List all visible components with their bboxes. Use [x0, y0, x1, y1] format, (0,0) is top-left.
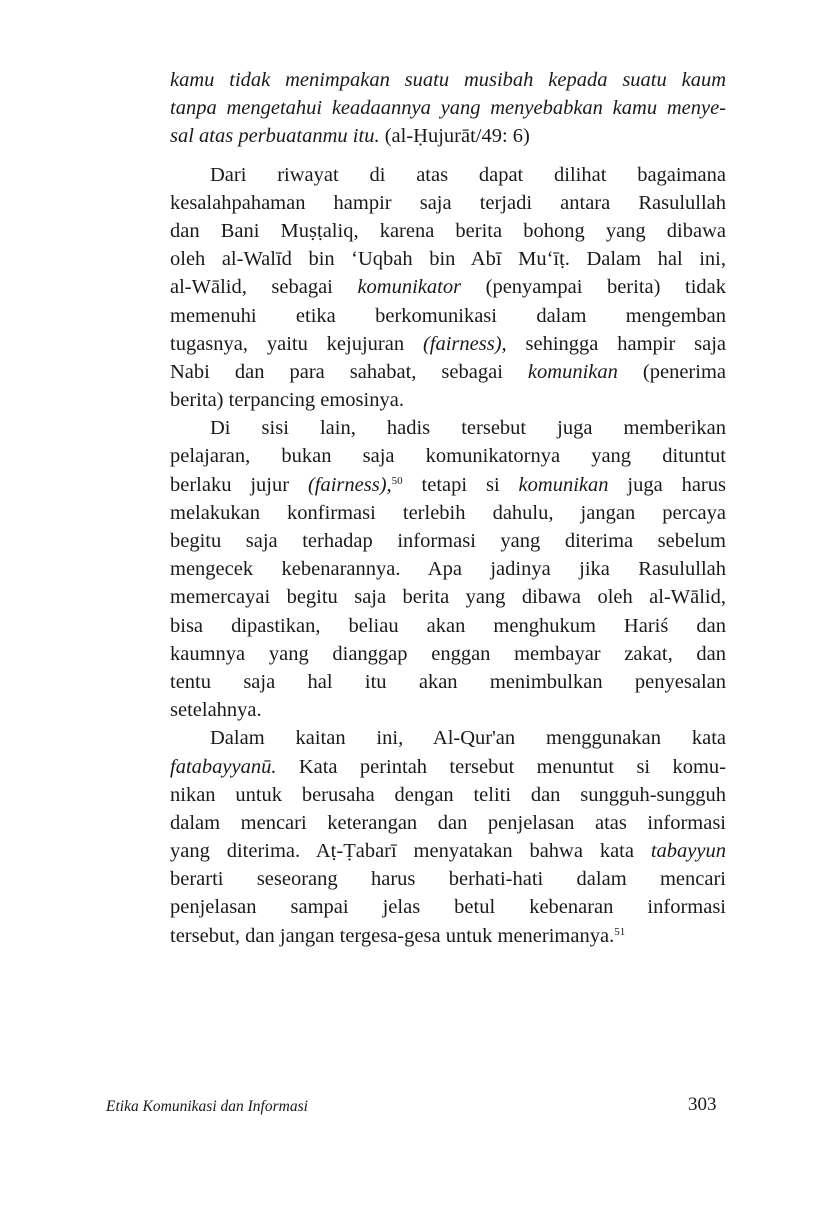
quran-translation-quote: [170, 66, 726, 151]
paragraph: [170, 724, 726, 950]
italic-text: (fairness),: [422, 332, 507, 355]
text-run: dan Bani Muṣṭaliq, karena berita bohong yang dibawa: [170, 219, 726, 242]
text-line: [170, 724, 726, 752]
text-run: al-Wālid, sebagai: [170, 276, 358, 299]
text-run: memercayai begitu saja berita yang dibawa oleh al-Wālid,: [170, 586, 726, 609]
text-run: nikan untuk berusaha dengan teliti dan sungguh-sungguh: [170, 783, 726, 806]
text-run: mengecek kebenarannya. Apa jadinya jika Rasulullah: [170, 558, 726, 581]
text-line: [170, 753, 726, 781]
text-line: [170, 893, 726, 921]
text-line: [170, 696, 726, 724]
text-line: [170, 640, 726, 668]
text-line: [170, 386, 726, 414]
text-line: [170, 273, 726, 301]
text-line: [170, 781, 726, 809]
text-line: [170, 837, 726, 865]
text-line: [170, 527, 726, 555]
text-run: begitu saja terhadap informasi yang diterima sebelum: [170, 530, 726, 552]
text-run: berarti seseorang harus berhati-hati dalam mencari: [170, 868, 726, 891]
italic-text: tabayyun: [650, 840, 726, 863]
text-line: [170, 302, 726, 330]
text-line: [170, 122, 726, 150]
text-line: [170, 809, 726, 837]
text-run: Nabi dan para sahabat, sebagai: [170, 360, 528, 383]
text-run: Dalam kaitan ini, Al-Qur'an menggunakan kata: [210, 727, 726, 750]
text-run: oleh al-Walīd bin ‘Uqbah bin Abī Mu‘īṭ. Dalam hal ini,: [170, 248, 726, 271]
text-line: [170, 245, 726, 273]
italic-text: komunikator: [357, 276, 462, 299]
text-run: tentu saja hal itu akan menimbulkan penyesalan: [170, 670, 726, 693]
text-run: kaumnya yang dianggap enggan membayar zakat, dan: [170, 642, 726, 665]
footnote-ref: 51: [614, 925, 626, 938]
paragraph: [170, 161, 726, 415]
footnote-ref: 50: [391, 474, 403, 487]
italic-text: tanpa mengetahui keadaannya yang menyebabkan kamu menye-: [170, 97, 726, 120]
text-run: bisa dipastikan, beliau akan menghukum Hariś dan: [170, 614, 726, 637]
text-line: [170, 66, 726, 94]
italic-text: fatabayyanū.: [170, 755, 277, 778]
text-run: pelajaran, bukan saja komunikatornya yang dituntut: [170, 445, 726, 468]
text-line: [170, 555, 726, 583]
text-line: [170, 330, 726, 358]
body-text: [170, 66, 726, 950]
text-line: [170, 442, 726, 470]
text-run: berlaku jujur: [170, 473, 308, 496]
text-run: Kata perintah tersebut menuntut si komu-: [276, 755, 726, 778]
text-run: (penerima: [617, 360, 726, 383]
text-line: [170, 583, 726, 611]
text-line: [170, 414, 726, 442]
text-run: tersebut, dan jangan tergesa-gesa untuk menerimanya.: [170, 924, 615, 947]
text-run: melakukan konfirmasi terlebih dahulu, jangan percaya: [170, 501, 726, 524]
text-run: Di sisi lain, hadis tersebut juga memberikan: [210, 417, 726, 440]
text-line: [170, 612, 726, 640]
text-line: [170, 471, 726, 499]
text-line: [170, 217, 726, 245]
text-line: [170, 865, 726, 893]
italic-text: komunikan: [527, 360, 618, 383]
text-run: memenuhi etika berkomunikasi dalam mengemban: [170, 304, 726, 327]
text-line: [170, 668, 726, 696]
text-run: (al-Ḥujurāt/49: 6): [379, 125, 530, 148]
text-run: tetapi si: [402, 473, 519, 496]
text-line: [170, 94, 726, 122]
italic-text: sal atas perbuatanmu itu.: [170, 125, 380, 148]
text-line: [170, 189, 726, 217]
text-run: penjelasan sampai jelas betul kebenaran informasi: [170, 896, 726, 919]
text-run: setelahnya.: [170, 699, 262, 722]
running-footer-title: Etika Komunikasi dan Informasi: [106, 1098, 308, 1115]
page-number: 303: [688, 1094, 717, 1115]
paragraph: [170, 414, 726, 724]
text-line: [170, 161, 726, 189]
text-line: [170, 499, 726, 527]
italic-text: komunikan: [518, 473, 609, 496]
text-run: kesalahpahaman hampir saja terjadi antara Rasulullah: [170, 191, 726, 214]
text-run: (penyampai berita) tidak: [461, 276, 726, 299]
text-run: berita) terpancing emosinya.: [170, 389, 404, 412]
text-run: Dari riwayat di atas dapat dilihat bagaimana: [210, 163, 726, 186]
text-run: tugasnya, yaitu kejujuran: [170, 332, 423, 355]
italic-text: (fairness),: [307, 473, 392, 496]
text-run: yang diterima. Aṭ-Ṭabarī menyatakan bahwa kata: [170, 840, 651, 863]
text-line: [170, 358, 726, 386]
text-run: juga harus: [608, 473, 726, 496]
text-line: [170, 922, 726, 950]
text-run: sehingga hampir saja: [506, 332, 727, 355]
text-run: dalam mencari keterangan dan penjelasan atas informasi: [170, 811, 726, 834]
italic-text: kamu tidak menimpakan suatu musibah kepada suatu kaum: [170, 69, 726, 91]
